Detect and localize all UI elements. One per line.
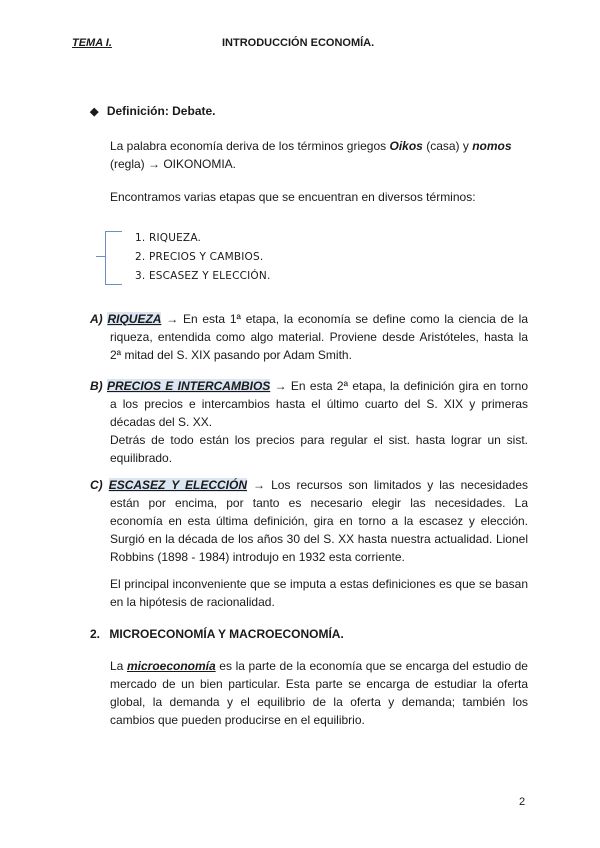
diamond-bullet-icon: ◆ bbox=[90, 106, 99, 118]
section-2-heading bbox=[90, 627, 344, 641]
stages-intro: Encontramos varias etapas que se encuentran en diversos términos: bbox=[110, 190, 476, 204]
section-c-marker: C) bbox=[90, 478, 103, 492]
definition-paragraph: La palabra economía deriva de los términos griegos Oikos (casa) y nomos (regla) → OIKONOMIA. bbox=[110, 139, 512, 171]
section-2-paragraph: La microeconomía es la parte de la economía que se encarga del estudio de mercado de un bien particular. Esta parte se encarga de estudiar la oferta global, la demanda y el equilibrio de la oferta y demanda; también los cambios que pueden producirse en el equilibrio. bbox=[110, 659, 528, 727]
list-item: 2. PRECIOS Y CAMBIOS. bbox=[135, 251, 264, 263]
section-a: A) RIQUEZA → En esta 1ª etapa, la economía se define como la ciencia de la riqueza, entendida como algo material. Proviene desde Aristóteles, hasta la 2ª mitad del S. XIX pasando por Adam Smith. bbox=[90, 312, 528, 362]
term-microeconomia: microeconomía bbox=[126, 659, 216, 673]
definition-title: Definición: Debate. bbox=[106, 104, 216, 118]
definition-heading bbox=[90, 104, 216, 118]
section-2-title: MICROECONOMÍA Y MACROECONOMÍA. bbox=[109, 627, 344, 641]
section-a-marker: A) bbox=[90, 312, 103, 326]
section-a-term: RIQUEZA bbox=[107, 312, 162, 326]
list-bracket-tick bbox=[96, 256, 106, 257]
section-c-note: El principal inconveniente que se imputa a estas definiciones es que se basan en la hipótesis de racionalidad. bbox=[110, 577, 528, 609]
section-2-number: 2. bbox=[90, 627, 101, 641]
chapter-label: TEMA I. bbox=[72, 37, 112, 49]
list-item: 3. ESCASEZ Y ELECCIÓN. bbox=[135, 270, 271, 282]
term-oikos: Oikos bbox=[389, 139, 423, 153]
term-nomos: nomos bbox=[472, 139, 512, 153]
list-item: 1. RIQUEZA. bbox=[135, 232, 202, 244]
list-bracket bbox=[105, 231, 122, 285]
page-number: 2 bbox=[519, 796, 526, 808]
section-b-term: PRECIOS E INTERCAMBIOS bbox=[106, 379, 271, 393]
section-b-marker: B) bbox=[90, 379, 103, 393]
page-title: INTRODUCCIÓN ECONOMÍA. bbox=[222, 37, 375, 49]
section-b: B) PRECIOS E INTERCAMBIOS → En esta 2ª etapa, la definición gira en torno a los precios e intercambios hasta el último cuarto del S. XIX y primeras décadas del S. XX. Detrás de todo están los precios para regular el sist. hasta lograr un sist. equilibrado. bbox=[90, 379, 528, 465]
section-c: C) ESCASEZ Y ELECCIÓN → Los recursos son limitados y las necesidades están por encima, por tanto es necesario elegir las necesidades. La economía en esta última definición, gira en torno a la escasez y elección. Surgió en la década de los años 30 del S. XX hasta nuestra actualidad. Lionel Robbins (1898 - 1984) introdujo en 1932 esta corriente. bbox=[90, 478, 529, 564]
section-c-term: ESCASEZ Y ELECCIÓN bbox=[108, 478, 248, 492]
stages-list bbox=[135, 229, 271, 286]
